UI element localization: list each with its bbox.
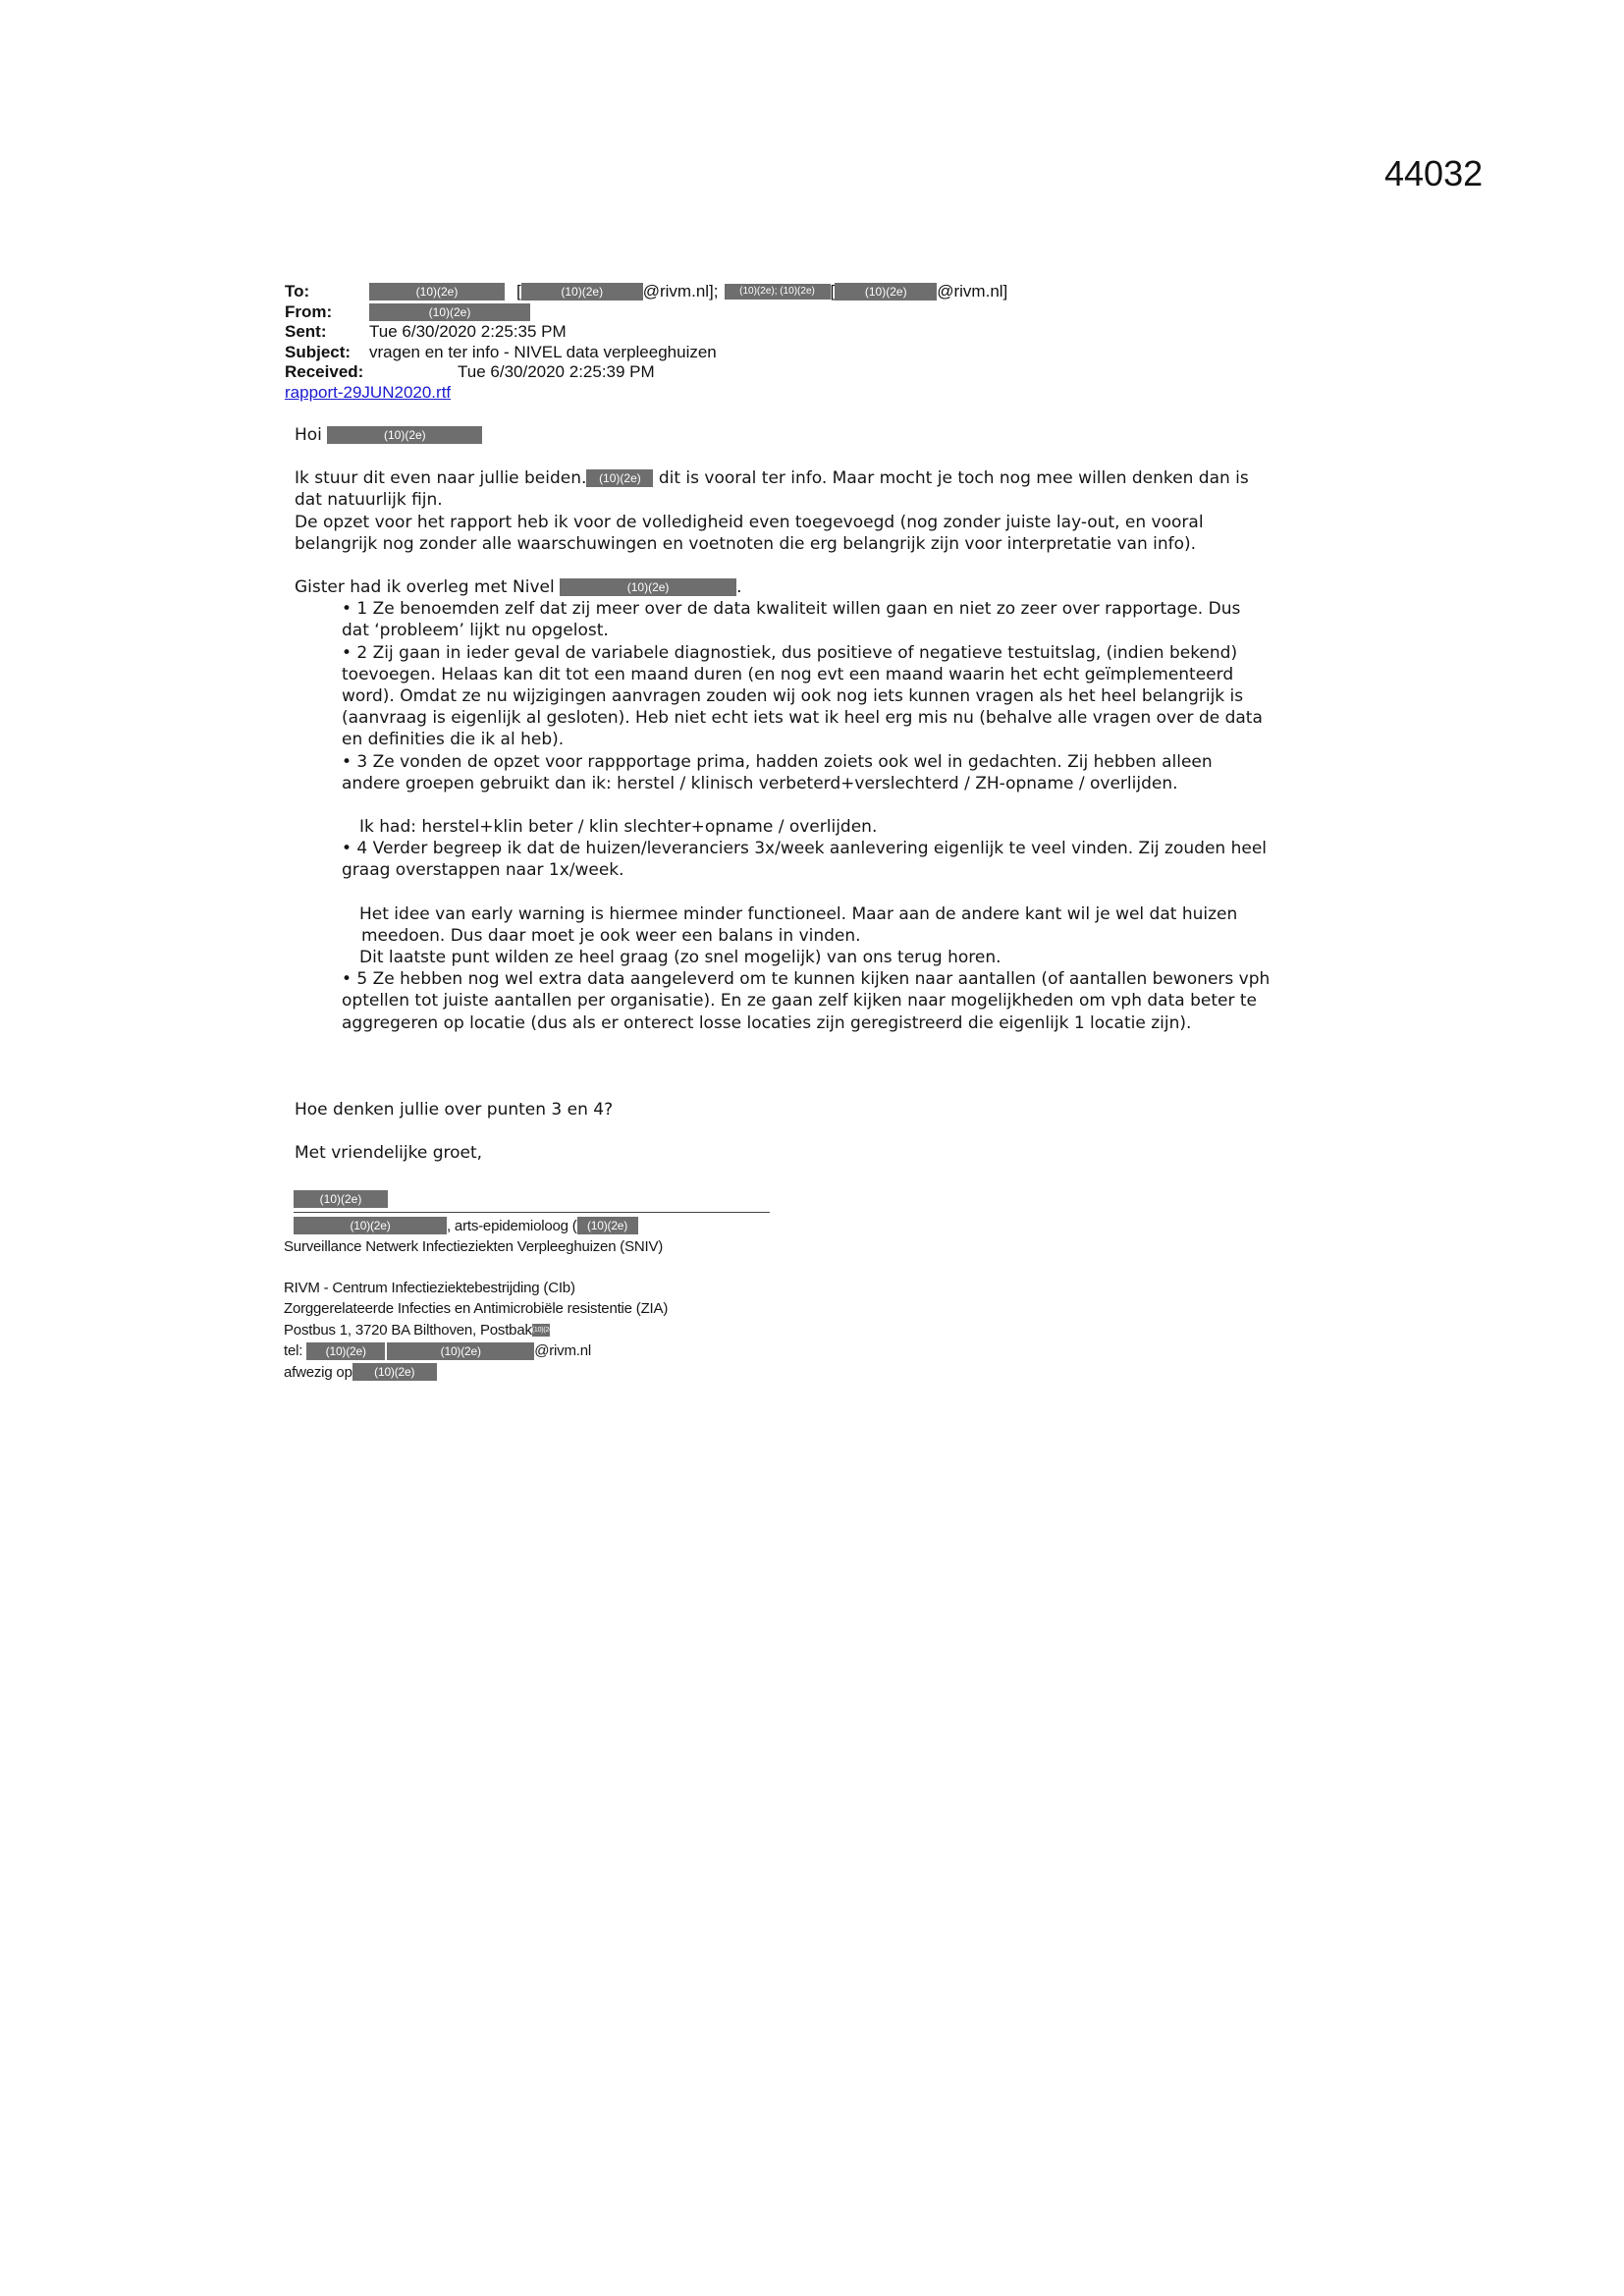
text: Ik stuur dit even naar jullie beiden. [295, 468, 587, 489]
to-row [285, 282, 1007, 302]
sent-label: Sent: [285, 322, 327, 341]
list-item [295, 838, 1365, 881]
absent-label: afwezig op [284, 1363, 352, 1381]
text: word). Omdat ze nu wijzigingen aanvragen zouden wij ook nog iets kunnen vragen als het heel belangrijk is [342, 686, 1244, 707]
tel-label: tel: [284, 1342, 303, 1359]
redaction: (10)(2e); (10)(2e) [725, 284, 831, 300]
signature-network: Surveillance Netwerk Infectieziekten Verpleeghuizen (SNIV) [284, 1238, 664, 1255]
received-row [285, 362, 1007, 383]
document-number: 44032 [1384, 153, 1484, 193]
redaction: (10)(2e) [577, 1217, 638, 1234]
paragraph-2: De opzet voor het rapport heb ik voor de volledigheid even toegevoegd (nog zonder juiste lay-out, en vooral [295, 512, 1204, 532]
paragraph-2-cont: belangrijk nog zonder alle waarschuwingen en voetnoten die erg belangrijk zijn voor interpretatie van info). [295, 533, 1197, 554]
text: • 2 Zij gaan in ieder geval de variabele diagnostiek, dus positieve of negatieve testuitslag, (indien bekend) [342, 642, 1238, 663]
text: graag overstappen naar 1x/week. [342, 860, 624, 881]
email-domain: @rivm.nl [534, 1342, 592, 1359]
paragraph-1-cont: dat natuurlijk fijn. [295, 490, 443, 511]
role-text: , arts-epidemioloog ( [447, 1217, 577, 1234]
list-item [295, 968, 1365, 1034]
to-label: To: [285, 282, 310, 301]
to-bracket: [ [516, 282, 521, 301]
subject-value: vragen en ter info - NIVEL data verpleeghuizen [369, 342, 717, 361]
from-label: From: [285, 301, 333, 321]
signature [284, 1188, 770, 1383]
received-value: Tue 6/30/2020 2:25:39 PM [458, 362, 655, 381]
redaction: (10)(2e) [327, 426, 482, 444]
subject-label: Subject: [285, 342, 352, 361]
redaction: (10)(2e) [586, 469, 653, 487]
list-item [295, 751, 1365, 794]
text: andere groepen gebruikt dan ik: herstel / klinisch verbeterd+verslechterd / ZH-opname / overlijden. [342, 773, 1178, 793]
redaction: (10)(2e) [369, 283, 505, 301]
from-row [285, 302, 1007, 323]
text: Gister had ik overleg met Nivel [295, 577, 555, 598]
text: meedoen. Dus daar moet je ook weer een balans in vinden. [361, 925, 861, 946]
text: (aanvraag is eigenlijk al gesloten). Heb niet echt iets wat ik heel erg mis nu (behalve alle vragen over de data [342, 708, 1263, 729]
text: Het idee van early warning is hiermee minder functioneel. Maar aan de andere kant wil je wel dat huizen [359, 903, 1238, 924]
text: Dit laatste punt wilden ze heel graag (zo snel mogelijk) van ons terug horen. [359, 948, 1001, 968]
to-domain: @rivm.nl]; [642, 282, 719, 301]
to-bracket-2: [ [830, 282, 836, 301]
text: en definities die ik al heb). [342, 730, 565, 750]
list-item [295, 642, 1365, 751]
signature-divider [294, 1212, 770, 1213]
redaction: (10)(2e) [532, 1324, 550, 1337]
redaction: (10)(2e) [294, 1190, 388, 1208]
address-text: Postbus 1, 3720 BA Bilthoven, Postbak [284, 1321, 532, 1339]
signature-org-1: RIVM - Centrum Infectieziektebestrijding (CIb) [284, 1279, 575, 1296]
email-body [295, 424, 1365, 1034]
closing: Met vriendelijke groet, [295, 1143, 483, 1163]
attachment-link[interactable]: rapport-29JUN2020.rtf [285, 382, 452, 402]
text: aggregeren op locatie (dus als er onterect losse locaties zijn geregistreerd die eigenlijk 1 locatie zijn). [342, 1012, 1192, 1033]
received-label: Received: [285, 362, 364, 381]
subject-row [285, 343, 1007, 363]
redaction: (10)(2e) [369, 303, 530, 321]
redaction: (10)(2e) [352, 1363, 437, 1381]
signature-tel [284, 1340, 770, 1362]
text: . [736, 577, 742, 598]
redaction: (10)(2e) [294, 1217, 447, 1234]
to-domain-2: @rivm.nl] [937, 282, 1008, 301]
signature-name [284, 1188, 770, 1210]
greeting [295, 424, 1365, 446]
text: dit is vooral ter info. Maar mocht je toch nog mee willen denken dan is [658, 468, 1249, 489]
text: • 5 Ze hebben nog wel extra data aangeleverd om te kunnen kijken naar aantallen (of aantallen bewoners vph [342, 969, 1271, 990]
text: • 3 Ze vonden de opzet voor rappportage prima, hadden zoiets ook wel in gedachten. Zij hebben alleen [342, 751, 1213, 772]
signature-address [284, 1320, 770, 1341]
list-subitem [295, 903, 1365, 969]
text: • 4 Verder begreep ik dat de huizen/leveranciers 3x/week aanlevering eigenlijk te veel vinden. Zij zouden heel [342, 839, 1267, 859]
list-item [295, 598, 1365, 641]
text: dat ‘probleem’ lijkt nu opgelost. [342, 621, 609, 641]
paragraph-3 [295, 576, 1365, 598]
redaction: (10)(2e) [560, 578, 736, 596]
text: • 1 Ze benoemden zelf dat zij meer over de data kwaliteit willen gaan en niet zo zeer over rapportage. Dus [342, 599, 1241, 620]
sent-row [285, 322, 1007, 343]
list-subitem [295, 816, 1365, 838]
signature-role [284, 1216, 770, 1237]
signature-org-2: Zorggerelateerde Infecties en Antimicrobiële resistentie (ZIA) [284, 1300, 669, 1317]
redaction: (10)(2e) [306, 1342, 385, 1360]
greeting-text: Hoi [295, 425, 322, 445]
signature-absent [284, 1362, 770, 1384]
text: optellen tot juiste aantallen per organisatie). En ze gaan zelf kijken naar mogelijkheden om vph data beter te [342, 991, 1257, 1011]
redaction: (10)(2e) [835, 283, 937, 301]
redaction: (10)(2e) [387, 1342, 534, 1360]
redaction: (10)(2e) [521, 283, 643, 301]
sent-value: Tue 6/30/2020 2:25:35 PM [369, 322, 567, 341]
attachment-row [285, 383, 1007, 404]
text: Ik had: herstel+klin beter / klin slechter+opname / overlijden. [359, 817, 878, 838]
paragraph-1 [295, 467, 1365, 489]
question: Hoe denken jullie over punten 3 en 4? [295, 1100, 614, 1120]
text: toevoegen. Helaas kan dit tot een maand duren (en nog evt een maand waarin het echt geïmplementeerd [342, 664, 1234, 684]
email-header [285, 282, 1007, 403]
